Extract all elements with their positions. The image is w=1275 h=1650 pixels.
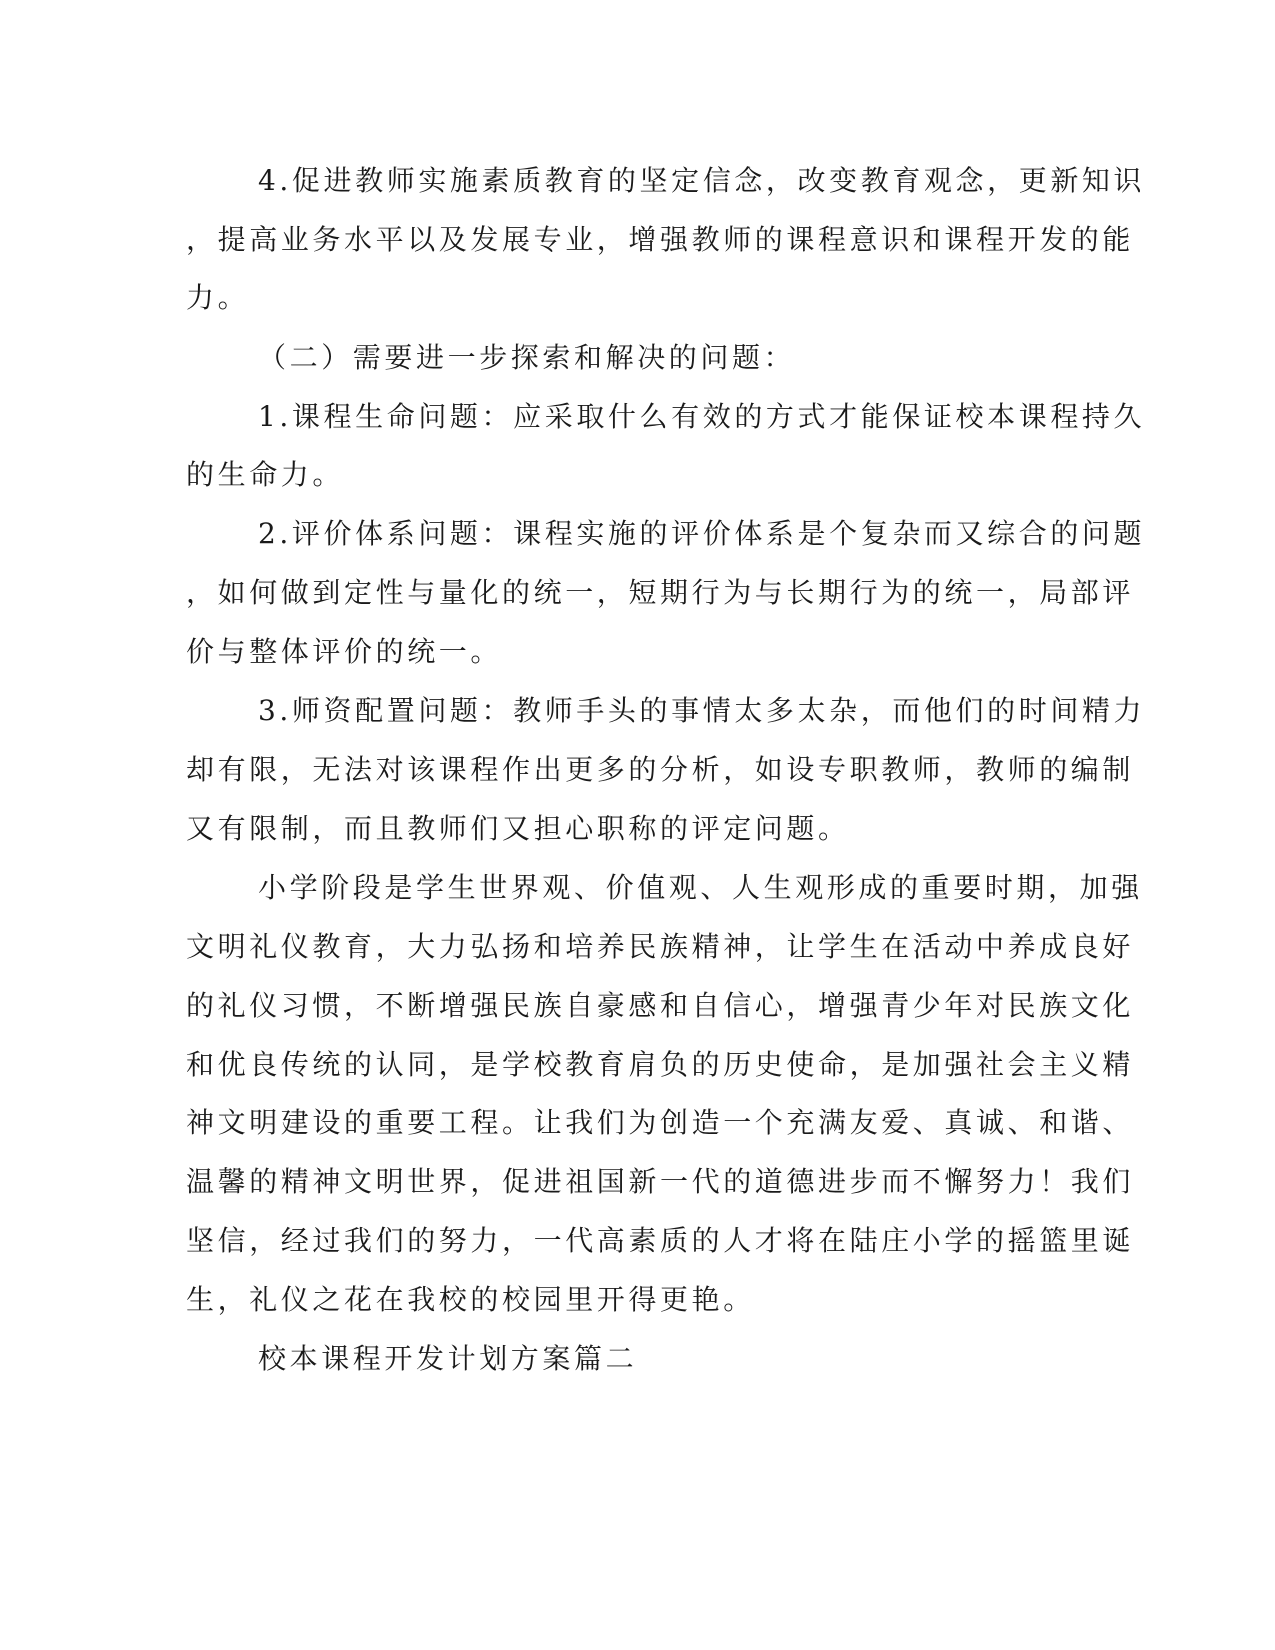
paragraph-line: 的礼仪习惯，不断增强民族自豪感和自信心，增强青少年对民族文化 [186,989,1135,1022]
paragraph-line: 小学阶段是学生世界观、价值观、人生观形成的重要时期，加强 [258,871,1143,904]
paragraph-line: 的生命力。 [186,458,345,491]
paragraph-line: 2.评价体系问题：课程实施的评价体系是个复杂而又综合的问题 [258,517,1146,550]
paragraph-line: 价与整体评价的统一。 [186,635,503,668]
paragraph-line: 力。 [186,281,250,314]
paragraph-line: 1.课程生命问题：应采取什么有效的方式才能保证校本课程持久 [258,400,1146,433]
paragraph-line: 却有限，无法对该课程作出更多的分析，如设专职教师，教师的编制 [186,753,1135,786]
paragraph-line: 3.师资配置问题：教师手头的事情太多太杂，而他们的时间精力 [258,694,1146,727]
section-title: 校本课程开发计划方案篇二 [258,1342,638,1375]
paragraph-line: ，如何做到定性与量化的统一，短期行为与长期行为的统一，局部评 [186,576,1135,609]
paragraph-line: 文明礼仪教育，大力弘扬和培养民族精神，让学生在活动中养成良好 [186,930,1135,963]
section-heading: （二）需要进一步探索和解决的问题： [258,341,796,374]
paragraph-line: ，提高业务水平以及发展专业，增强教师的课程意识和课程开发的能 [186,223,1135,256]
paragraph-line: 生，礼仪之花在我校的校园里开得更艳。 [186,1283,755,1316]
paragraph-line: 神文明建设的重要工程。让我们为创造一个充满友爱、真诚、和谐、 [186,1106,1135,1139]
paragraph-line: 温馨的精神文明世界，促进祖国新一代的道德进步而不懈努力！我们 [186,1165,1135,1198]
paragraph-line: 坚信，经过我们的努力，一代高素质的人才将在陆庄小学的摇篮里诞 [186,1224,1135,1257]
paragraph-line: 又有限制，而且教师们又担心职称的评定问题。 [186,812,850,845]
paragraph-line: 和优良传统的认同，是学校教育肩负的历史使命，是加强社会主义精 [186,1048,1135,1081]
paragraph-line: 4.促进教师实施素质教育的坚定信念，改变教育观念，更新知识 [258,164,1146,197]
